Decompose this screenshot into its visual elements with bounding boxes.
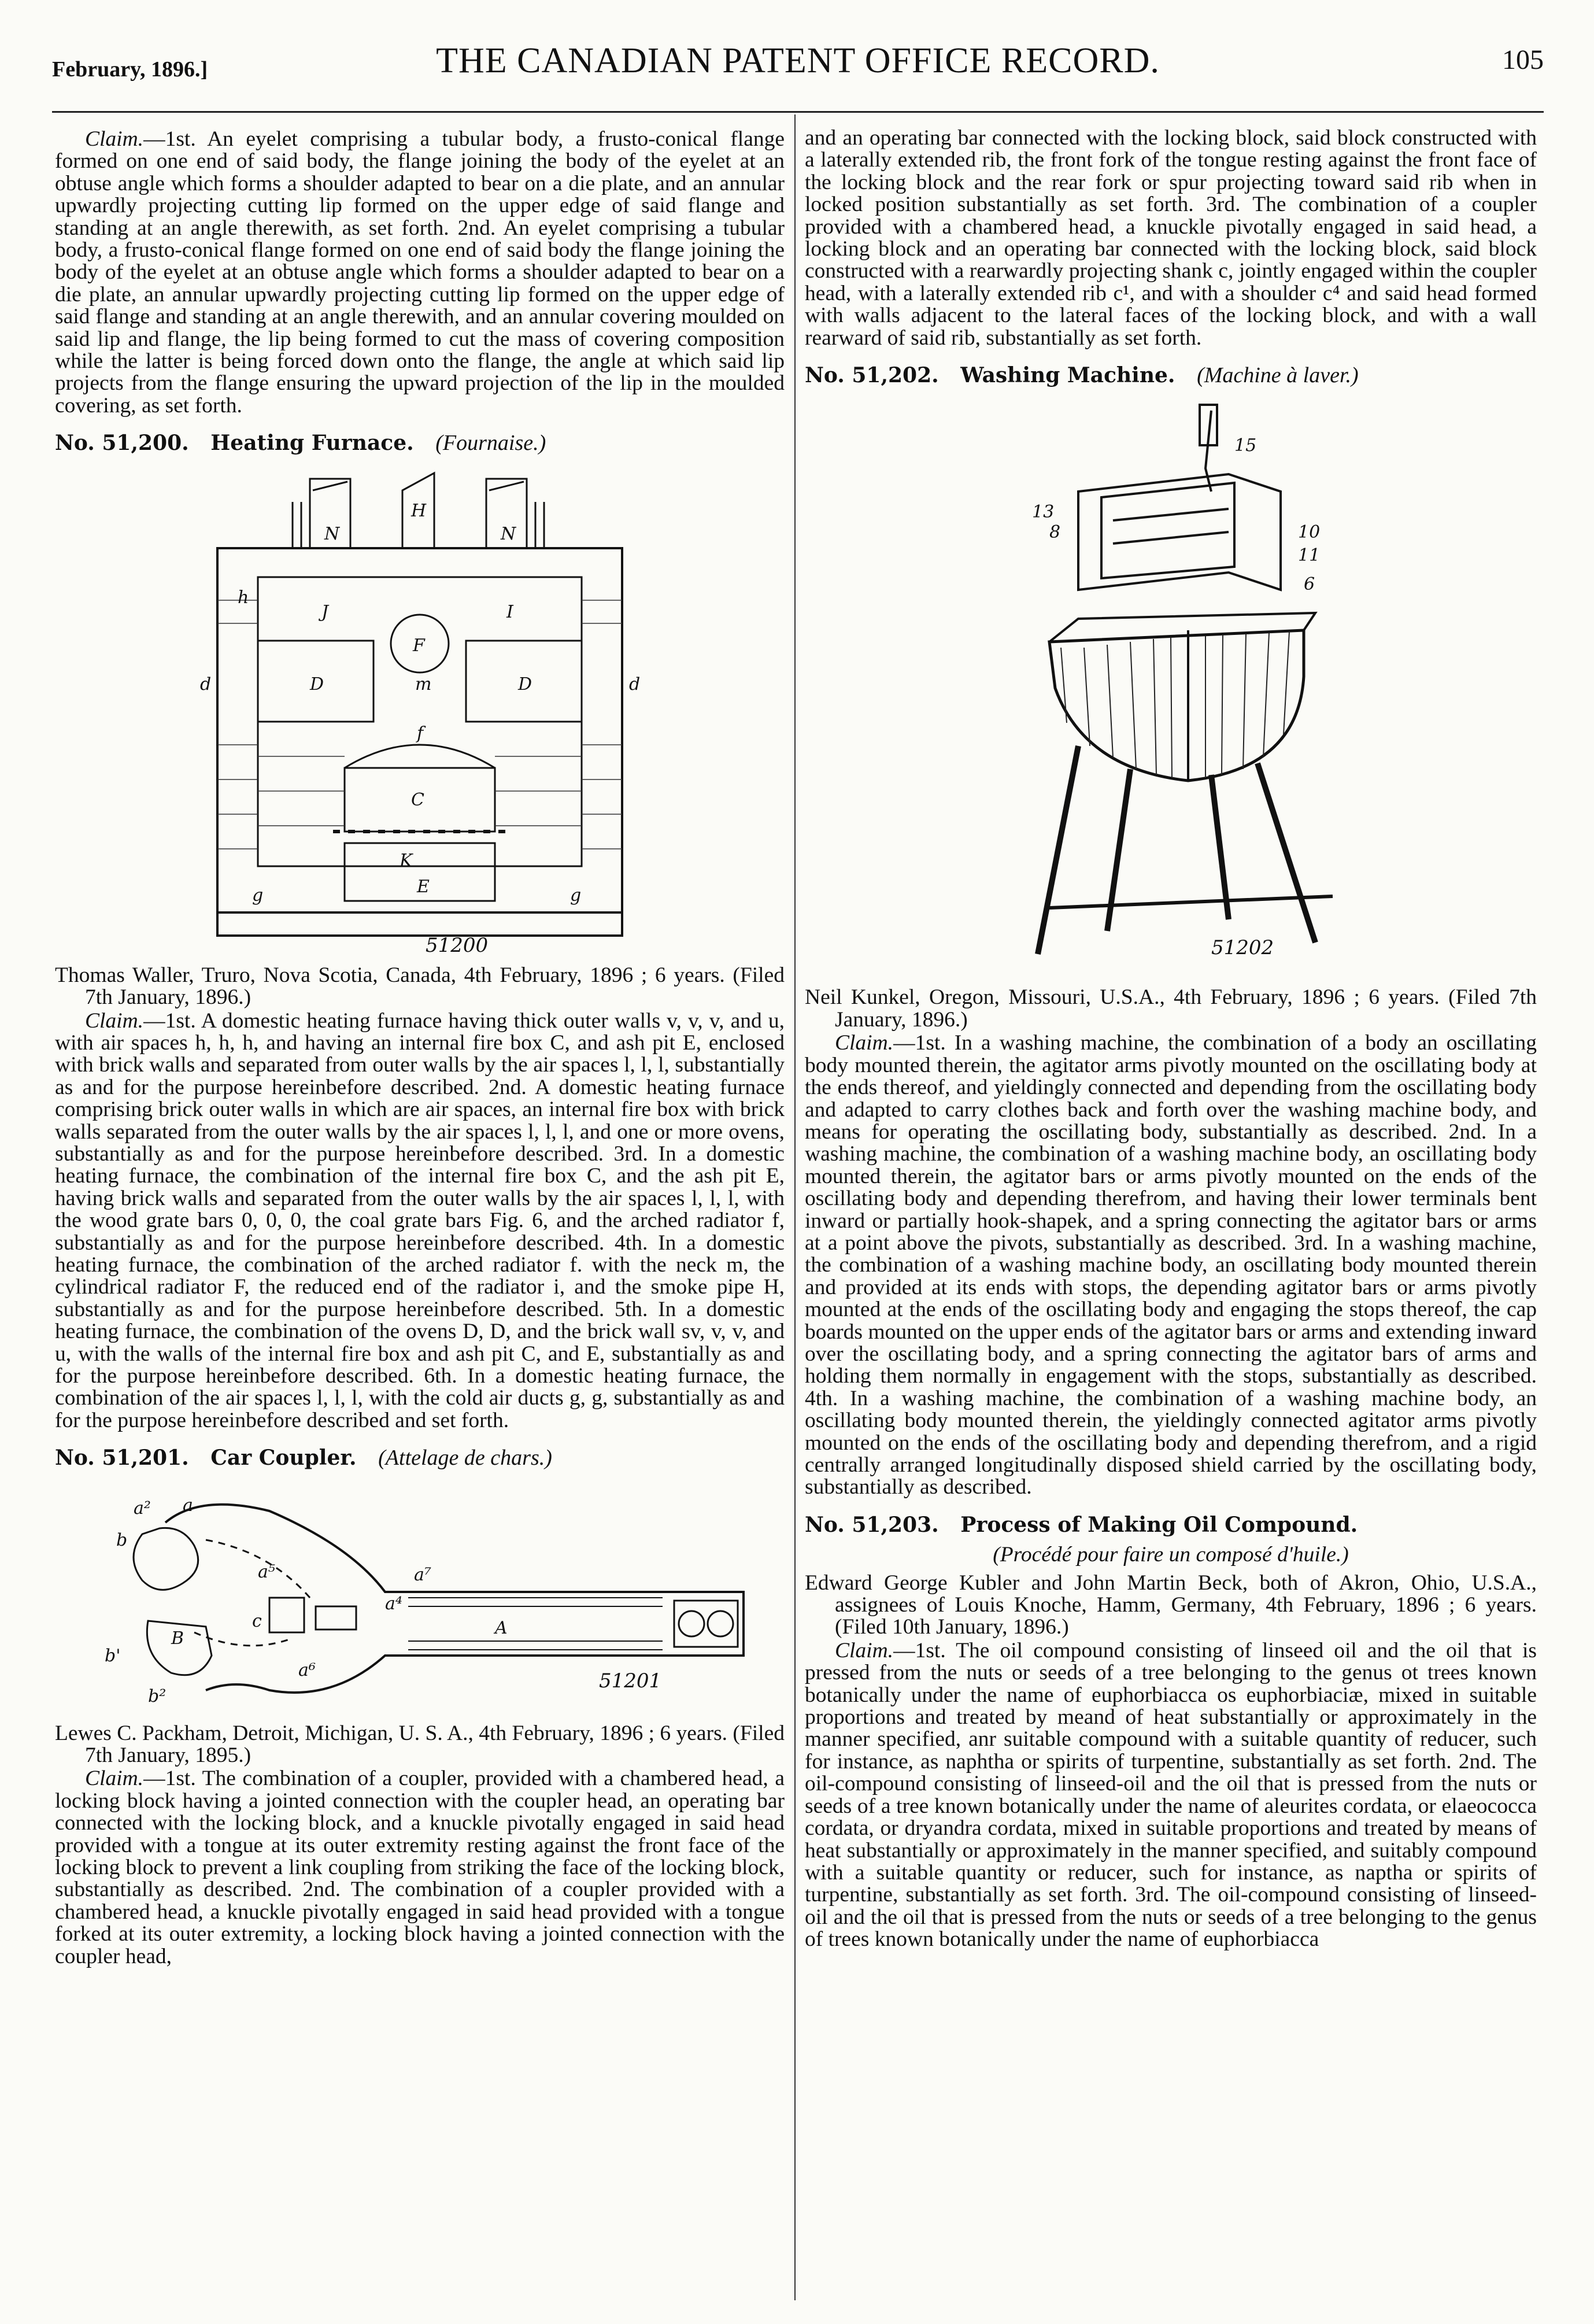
fig-label-D-right: D — [518, 674, 532, 694]
fig-label-N2: N — [501, 523, 516, 544]
claim-label: Claim. — [835, 1031, 894, 1055]
patent-french-name: (Fournaise.) — [435, 431, 546, 456]
fig-label-b2: b² — [148, 1686, 167, 1706]
claims-51202 — [805, 1032, 1537, 1499]
fig-label-g-right: g — [570, 885, 582, 906]
claim-text: —1st. The combination of a coupler, provided with a chambered head, a locking block having a jointed connection with the coupler head, an operating bar connected with the locking block, and a knuckle pivotally engaged in said head provided with a tongue at its outer extremity resting against the front face of the locking block to prevent a link coupling from striking the face of the locking block, substantially as described. 2nd. The combination of a coupler provided with a chambered head, a knuckle pivotally engaged in said head provided with a tongue forked at its outer extremity, a locking block having a jointed connection with the coupler head, — [55, 1767, 785, 1968]
page-number: 105 — [1502, 45, 1544, 75]
fig-label-a4: a⁴ — [385, 1593, 402, 1614]
fig-label-K: K — [400, 850, 413, 871]
fig-label-a2: a² — [134, 1498, 151, 1518]
fig-label-A: A — [495, 1617, 508, 1638]
patent-number: No. 51,203. — [805, 1512, 939, 1537]
column-divider — [794, 114, 796, 2300]
figure-caption-51200: 51200 — [426, 933, 489, 953]
claim-label: Claim. — [835, 1638, 894, 1662]
patent-number: No. 51,200. — [55, 431, 189, 456]
patent-heading-51201 — [55, 1447, 785, 1469]
fig-label-J: J — [321, 601, 329, 622]
patent-number: No. 51,202. — [805, 363, 939, 388]
fig-label-13: 13 — [1032, 502, 1055, 523]
figure-caption-51201: 51201 — [599, 1669, 662, 1693]
fig-label-11: 11 — [1298, 545, 1321, 566]
fig-label-a5: a⁵ — [258, 1561, 275, 1582]
inventor-51203: Edward George Kubler and John Martin Beck, both of Akron, Ohio, U.S.A., assignees of Louis Knoche, Hamm, Germany, 4th February, 1896 ; 6 years. (Filed 10th January, 1896.) — [805, 1571, 1537, 1639]
header-rule — [52, 111, 1544, 113]
fig-label-h: h — [238, 587, 249, 608]
claim-text: —1st. A domestic heating furnace having thick outer walls v, v, v, and u, with air spaces h, h, h, and having an internal fire box C, and ash pit E, enclosed with brick walls and separated from outer walls by the air spaces l, l, l, substantially as and for the purpose hereinbefore described. 2nd. A domestic heating furnace comprising brick outer walls in which are air spaces, an internal fire box with brick walls separated from the outer walls by the air spaces l, l, l, and one or more ovens, substantially as and for the purpose hereinbefore described. 3rd. In a domestic heating furnace, the combination of the internal fire box C, and the ash pit E, having brick walls and separated from the outer walls by the air spaces l, l, l, with the wood grate bars 0, 0, 0, the coal grate bars Fig. 6, and the arched radiator f, substantially as and for the purpose hereinbefore described. 4th. In a domestic heating furnace, the combination of the arched radiator f. with the neck m, the cylindrical radiator F, the reduced end of the radiator i, and the smoke pipe H, substantially as and for the purpose hereinbefore described. 5th. In a domestic heating furnace, the combination of the ovens D, D, and the brick wall sv, v, v, and u, with the walls of the internal fire box and ash pit C, and E, substantially as and for the purpose hereinbefore described. 6th. In a domestic heating furnace, the combination of the air spaces l, l, l, with the cold air ducts g, g, substantially as and for the purpose hereinbefore described and set forth. — [55, 1008, 785, 1432]
claim-label: Claim. — [85, 127, 144, 151]
fig-label-F: F — [413, 635, 425, 656]
claim-label: Claim. — [85, 1767, 144, 1791]
patent-name: Process of Making Oil Compound. — [960, 1512, 1358, 1537]
issue-date: February, 1896.] — [52, 57, 208, 82]
figure-caption-51202: 51202 — [1211, 936, 1274, 960]
patent-name: Washing Machine. — [960, 363, 1175, 388]
patent-french-name-51203: (Procédé pour faire un composé d'huile.) — [993, 1543, 1349, 1567]
right-column — [805, 127, 1537, 1952]
claims-51203 — [805, 1640, 1537, 1951]
fig-label-m: m — [415, 674, 432, 694]
inventor-51202: Neil Kunkel, Oregon, Missouri, U.S.A., 4th February, 1896 ; 6 years. (Filed 7th January, 1896.) — [805, 985, 1537, 1032]
fig-label-10: 10 — [1298, 522, 1321, 543]
patent-french-name: (Machine à laver.) — [1197, 363, 1359, 388]
patent-name: Heating Furnace. — [210, 431, 414, 456]
claim-label: Claim. — [85, 1008, 144, 1033]
heating-furnace-figure — [194, 467, 645, 953]
fig-label-a: a — [183, 1495, 193, 1516]
fig-label-N: N — [324, 523, 340, 544]
fig-label-6: 6 — [1304, 574, 1315, 595]
fig-label-D-left: D — [310, 674, 324, 694]
claim-text: —1st. An eyelet comprising a tubular body, a frusto-conical flange formed on one end of said body, the flange joining the body of the eyelet at an obtuse angle which forms a shoulder adapted to bear on a die plate, and an annular upwardly projecting cutting lip formed on the upper edge of said flange and standing at an angle therewith, as set forth. 2nd. An eyelet comprising a tubular body, a frusto-conical flange formed on one end of said body the flange joining the body of the eyelet at an obtuse angle which forms a shoulder adapted to bear on a die plate, an annular upwardly projecting cutting lip formed on the upper edge of said flange and standing at an angle therewith, and an annular covering moulded on said lip and flange, the lip being formed to cut the mass of covering composition while the latter is being forced down onto the flange, the angle at which said lip projects from the flange ensuring the upward projection of the lip in the moulded covering, as set forth. — [55, 127, 785, 417]
patent-french-name: (Attelage de chars.) — [378, 1446, 552, 1470]
fig-label-I: I — [506, 601, 513, 622]
page-header — [52, 40, 1544, 93]
fig-label-E: E — [417, 876, 430, 897]
claim-text: —1st. The oil compound consisting of linseed oil and the oil that is pressed from the nuts or seeds of a tree belonging to the genus ot trees known botanically under the name of euphorbiacca os euphorbiaciæ, mixed in suitable proportions and treated by meand of heat substantially or approximately in the manner specified, anr suitable compound with a suitable quantity of reducer, such for instance, as naphtha or spirits of turpentine, substantially as set forth. 2nd. The oil-compound consisting of linseed-oil and the oil that is pressed from the nuts or seeds of a tree known botanically under the name of aleurites cordata, or elaeococca cordata, or dryandra cordata, mixed in suitable proportions and treated by means of heat substantially or approximately in the manner specified, and suitably compound with a suitable quantity or reducer, such for instance, as naptha or spirits of turpentine, substantially as set forth. 3rd. The oil-compound consisting of linseed-oil and the oil that is pressed from the nuts or seeds of a tree belonging to the genus of trees known botanically under the name of euphorbiacca — [805, 1638, 1537, 1952]
patent-heading-51203 — [805, 1514, 1537, 1536]
patent-number: No. 51,201. — [55, 1446, 189, 1470]
claim-text: —1st. In a washing machine, the combination of a body an oscillating body mounted therein, the agitator arms pivotly mounted on the oscillating body at the ends thereof, and yieldingly connected and depending from the oscillating body and adapted to carry clothes back and forth over the washing machine body, and means for operating the oscillating body, substantially as described. 2nd. In a washing machine, the combination of a washing machine body, an oscillating body mounted therein, the agitator bars or arms pivotly mounted on the ends of the oscillating body and depending therefrom, and having their lower terminals bent inward or partially hook-shapek, and a spring connecting the agitator bars or arms at a point above the pivots, substantially as described. 3rd. In a washing machine, the combination of a washing machine body, an oscillating body mounted therein and provided at its ends with stops, the depending agitator bars or arms pivotly mounted at the ends of the oscillating body and engaging the stops thereof, the cap boards mounted on the upper ends of the agitator bars or arms and extending inward over the oscillating body, and a spring connecting the agitator bars of arms and holding them normally in engagement with the stops, substantially as described. 4th. In a washing machine, the combination of a washing machine body, an oscillating body mounted therein, the yieldingly connected agitator arms pivotly mounted on the ends of the oscillating body and depending therefrom, and a rigid centrally arranged longitudinally disposed shield carried by the oscillating body, substantially as described. — [805, 1031, 1537, 1499]
fig-label-H: H — [411, 500, 427, 521]
left-column — [55, 128, 785, 1969]
fig-label-f: f — [417, 723, 424, 744]
fig-label-d-right: d — [629, 674, 641, 694]
inventor-51201: Lewes C. Packham, Detroit, Michigan, U. S. A., 4th February, 1896 ; 6 years. (Filed 7th January, 1895.) — [55, 1721, 785, 1768]
fig-label-8: 8 — [1049, 522, 1061, 543]
fig-label-d-left: d — [200, 674, 212, 694]
fig-label-g-left: g — [252, 885, 264, 906]
eyelet-claim — [55, 128, 785, 417]
fig-label-B: B — [171, 1628, 184, 1649]
fig-label-b1: b' — [105, 1645, 121, 1666]
washing-machine-figure — [957, 399, 1385, 977]
patent-name: Car Coupler. — [210, 1446, 357, 1470]
fig-label-c: c — [252, 1610, 262, 1631]
fig-label-b: b — [116, 1529, 128, 1550]
publication-title: THE CANADIAN PATENT OFFICE RECORD. — [436, 41, 1160, 80]
claims-51200 — [55, 1010, 785, 1432]
inventor-51200: Thomas Waller, Truro, Nova Scotia, Canada, 4th February, 1896 ; 6 years. (Filed 7th January, 1896.) — [55, 963, 785, 1010]
patent-heading-51202 — [805, 364, 1537, 386]
fig-label-a7: a⁷ — [414, 1564, 431, 1585]
car-coupler-figure — [61, 1482, 778, 1713]
fig-label-15: 15 — [1234, 435, 1257, 456]
claims-51201-continued: and an operating bar connected with the locking block, said block constructed with a laterally extended rib, the front fork of the tongue resting against the front face of the locking block and the rear fork or spur projecting toward said rib when in locked position substantially as set forth. 3rd. The combination of a coupler provided with a chambered head, a knuckle pivotally engaged in said head, a locking block and an operating bar connected with the locking block, said block constructed with a rearwardly projecting shank c, jointly engaged within the coupler head, with a laterally extended rib c¹, and with a shoulder c⁴ and said head formed with walls adjacent to the lateral faces of the locking block, and with a wall rearward of said rib, substantially as set forth. — [805, 126, 1537, 350]
fig-label-C: C — [411, 789, 424, 810]
fig-label-a6: a⁶ — [298, 1660, 316, 1680]
claims-51201 — [55, 1768, 785, 1968]
patent-heading-51200 — [55, 432, 785, 454]
